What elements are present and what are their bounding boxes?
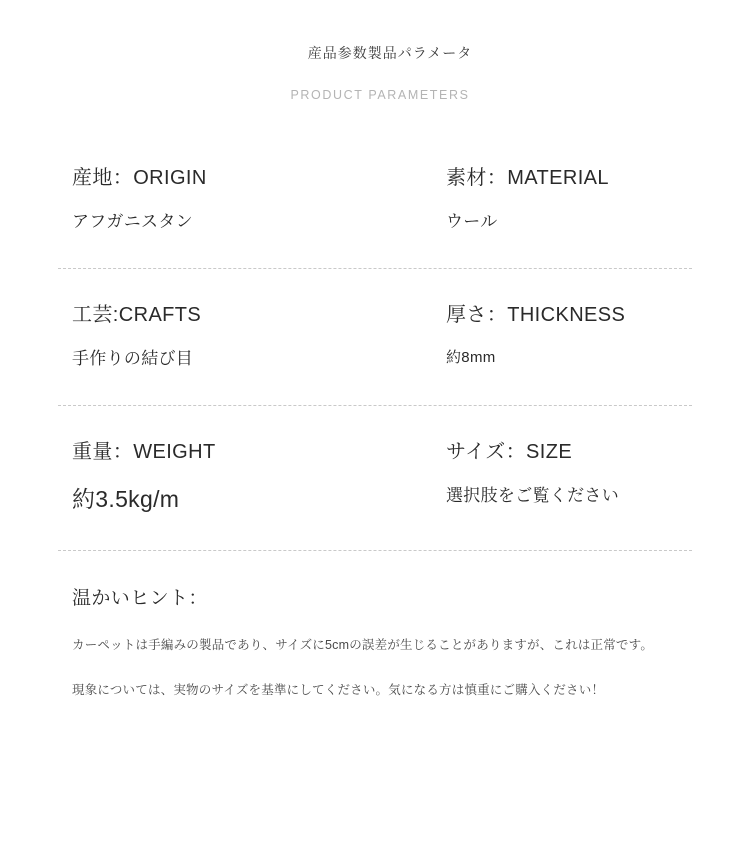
divider: [58, 550, 692, 551]
spec-label: 産地：ORIGIN: [72, 166, 207, 189]
spec-row: [58, 166, 692, 232]
spec-label: 厚さ：THICKNESS: [446, 303, 626, 326]
spec-value: 選択肢をご覧ください: [446, 486, 619, 506]
spec-value: アフガニスタン: [72, 211, 193, 231]
spec-cell-crafts: [58, 303, 440, 369]
tips-section: [0, 583, 750, 700]
spec-cell-material: [440, 166, 692, 232]
spec-label: 素材：MATERIAL: [446, 166, 609, 189]
spec-value: 手作りの結び目: [72, 348, 194, 368]
spec-label: サイズ：SIZE: [446, 441, 573, 464]
spec-cell-weight: [58, 440, 440, 514]
spec-label: 重量：WEIGHT: [72, 441, 216, 464]
tips-line-1: カーペットは手編みの製品であり、サイズに5cmの誤差が生じることがありますが、これは正常です。: [72, 637, 654, 652]
tips-line-2: 現象については、実物のサイズを基準にしてください。気になる方は慎重にご購入ください！: [72, 682, 605, 697]
tips-title: 温かいヒント：: [72, 587, 208, 609]
spec-value: ウール: [446, 211, 498, 231]
spec-table: [0, 166, 750, 551]
page-subtitle: PRODUCT PARAMETERS: [290, 87, 470, 102]
spec-cell-origin: [58, 166, 440, 232]
spec-value: 約3.5kg/m: [72, 486, 180, 513]
spec-label: 工芸:CRAFTS: [72, 303, 202, 326]
row-spacer: [58, 269, 692, 303]
page-header: [0, 0, 750, 102]
spec-row: [58, 440, 692, 514]
row-spacer: [58, 406, 692, 440]
spec-row: [58, 303, 692, 369]
page-title: 産品参数製品パラメータ: [307, 45, 473, 61]
spec-cell-thickness: [440, 303, 692, 369]
spec-value: 約8mm: [446, 348, 496, 366]
spec-cell-size: [440, 440, 692, 514]
